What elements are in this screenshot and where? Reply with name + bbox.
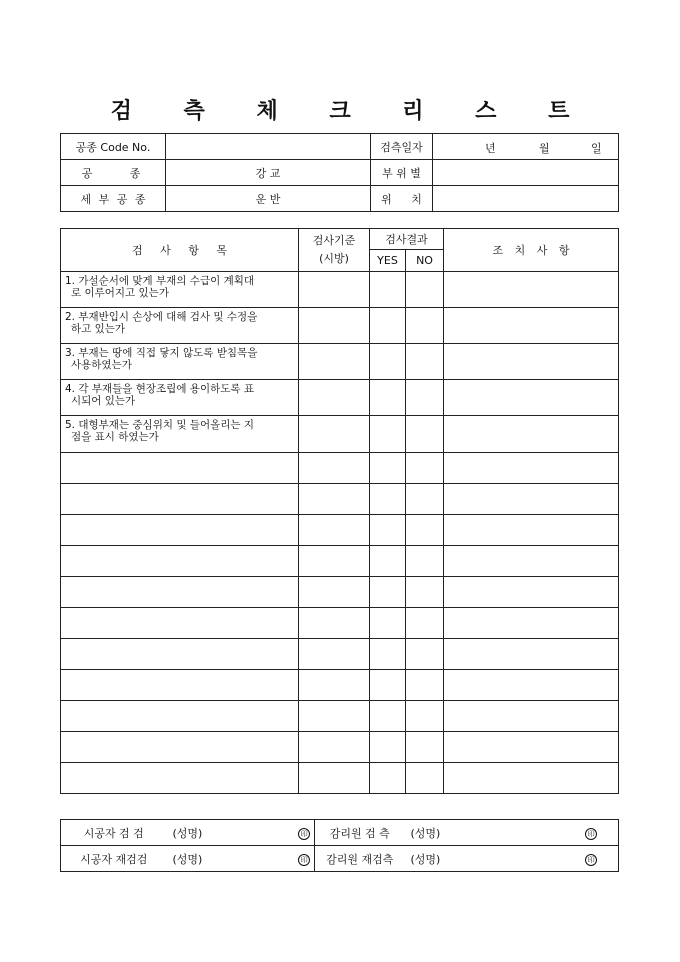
- col-yes-header: YES: [370, 250, 406, 272]
- item-cell: [61, 272, 299, 308]
- location-label-text: 위 치: [381, 192, 422, 206]
- seal-cell[interactable]: [565, 820, 619, 846]
- action-cell[interactable]: [444, 380, 619, 416]
- item-text-line1: 5. 대형부재는 중심위치 및 들어올리는 지: [65, 419, 254, 431]
- item-cell[interactable]: [61, 763, 299, 794]
- item-text-line1: 1. 가설순서에 맞게 부재의 수급이 계획대: [65, 275, 254, 287]
- empty-row: [61, 546, 619, 577]
- seal-cell[interactable]: [565, 846, 619, 872]
- col-no-header: NO: [406, 250, 444, 272]
- yes-cell[interactable]: [370, 732, 406, 763]
- item-cell[interactable]: [61, 732, 299, 763]
- standard-cell[interactable]: [299, 546, 370, 577]
- item-cell: [61, 308, 299, 344]
- no-cell[interactable]: [406, 272, 444, 308]
- col-item-header: [61, 229, 299, 272]
- inspection-items-table: [60, 228, 619, 794]
- no-cell[interactable]: [406, 546, 444, 577]
- inspection-date-label: 검측일자: [371, 134, 433, 160]
- item-cell: [61, 344, 299, 380]
- col-item-header-text: 검 사 항 목: [132, 244, 227, 257]
- item-text-line1: 4. 각 부재들을 현장조립에 용이하도록 표: [65, 383, 254, 395]
- name-placeholder: (성명): [410, 852, 441, 866]
- action-cell[interactable]: [444, 453, 619, 484]
- yes-cell[interactable]: [370, 453, 406, 484]
- table-row: [61, 380, 619, 416]
- item-text-line1: 2. 부재반입시 손상에 대해 검사 및 수정을: [65, 311, 258, 323]
- yes-cell[interactable]: [370, 272, 406, 308]
- item-cell: [61, 416, 299, 453]
- table-header-row-1: [61, 229, 619, 250]
- item-text-line2: 로 이루어지고 있는가: [71, 287, 169, 299]
- item-text-line2: 하고 있는가: [71, 323, 126, 335]
- signature-row: [61, 820, 619, 846]
- yes-cell[interactable]: [370, 416, 406, 453]
- header-row-detail: [61, 186, 619, 212]
- action-cell[interactable]: [444, 416, 619, 453]
- yes-cell[interactable]: [370, 344, 406, 380]
- empty-row: [61, 763, 619, 794]
- item-cell[interactable]: [61, 639, 299, 670]
- col-action-header-text: 조 치 사 항: [492, 244, 570, 257]
- action-cell[interactable]: [444, 639, 619, 670]
- no-cell[interactable]: [406, 484, 444, 515]
- no-cell[interactable]: [406, 308, 444, 344]
- part-value-field[interactable]: [433, 160, 619, 186]
- header-info-table: [60, 133, 619, 212]
- item-cell[interactable]: [61, 515, 299, 546]
- yes-cell[interactable]: [370, 763, 406, 794]
- no-cell[interactable]: [406, 344, 444, 380]
- standard-cell[interactable]: [299, 732, 370, 763]
- standard-cell[interactable]: [299, 416, 370, 453]
- no-cell[interactable]: [406, 701, 444, 732]
- detail-work-value[interactable]: 운 반: [166, 186, 371, 212]
- item-text-line1: 3. 부재는 땅에 직접 닿지 않도록 받침목을: [65, 347, 258, 359]
- item-cell[interactable]: [61, 701, 299, 732]
- table-row: [61, 308, 619, 344]
- yes-cell[interactable]: [370, 546, 406, 577]
- standard-cell[interactable]: [299, 272, 370, 308]
- no-cell[interactable]: [406, 763, 444, 794]
- standard-cell[interactable]: [299, 577, 370, 608]
- standard-cell[interactable]: [299, 453, 370, 484]
- yes-cell[interactable]: [370, 484, 406, 515]
- seal-icon: 印: [585, 854, 597, 866]
- empty-row: [61, 608, 619, 639]
- action-cell[interactable]: [444, 577, 619, 608]
- standard-cell[interactable]: [299, 639, 370, 670]
- no-cell[interactable]: [406, 515, 444, 546]
- yes-cell[interactable]: [370, 515, 406, 546]
- location-label: [371, 186, 433, 212]
- standard-cell[interactable]: [299, 380, 370, 416]
- header-row-code: [61, 134, 619, 160]
- yes-cell[interactable]: [370, 639, 406, 670]
- name-placeholder: (성명): [172, 852, 203, 866]
- seal-icon: 印: [298, 828, 310, 840]
- item-text-line2: 시되어 있는가: [71, 395, 136, 407]
- item-cell[interactable]: [61, 577, 299, 608]
- empty-row: [61, 577, 619, 608]
- action-cell[interactable]: [444, 272, 619, 308]
- action-cell[interactable]: [444, 515, 619, 546]
- standard-cell[interactable]: [299, 701, 370, 732]
- work-type-value[interactable]: 강 교: [166, 160, 371, 186]
- supervisor-name-field[interactable]: [405, 820, 565, 846]
- seal-icon: 印: [298, 854, 310, 866]
- action-cell[interactable]: [444, 670, 619, 701]
- item-cell[interactable]: [61, 453, 299, 484]
- name-placeholder: (성명): [410, 826, 441, 840]
- empty-row: [61, 484, 619, 515]
- action-cell[interactable]: [444, 308, 619, 344]
- standard-cell[interactable]: [299, 670, 370, 701]
- detail-work-label-text: 세 부 공 종: [80, 192, 146, 206]
- contractor-name-field[interactable]: [167, 846, 295, 872]
- empty-row: [61, 639, 619, 670]
- action-cell[interactable]: [444, 763, 619, 794]
- action-cell[interactable]: [444, 608, 619, 639]
- item-text-line2: 사용하였는가: [71, 359, 132, 371]
- no-cell[interactable]: [406, 639, 444, 670]
- standard-cell[interactable]: [299, 763, 370, 794]
- action-cell[interactable]: [444, 732, 619, 763]
- standard-cell[interactable]: [299, 344, 370, 380]
- no-cell[interactable]: [406, 577, 444, 608]
- item-cell: [61, 380, 299, 416]
- yes-cell[interactable]: [370, 670, 406, 701]
- standard-cell[interactable]: [299, 484, 370, 515]
- seal-cell[interactable]: [295, 820, 315, 846]
- contractor-reinspect-label: 시공자 재검검: [61, 846, 167, 872]
- no-cell[interactable]: [406, 608, 444, 639]
- action-cell[interactable]: [444, 484, 619, 515]
- seal-icon: 印: [585, 828, 597, 840]
- no-cell[interactable]: [406, 453, 444, 484]
- table-row: [61, 416, 619, 453]
- inspection-date-field[interactable]: [433, 134, 619, 160]
- col-standard-header: [299, 229, 370, 272]
- item-cell[interactable]: [61, 484, 299, 515]
- empty-row: [61, 515, 619, 546]
- action-cell[interactable]: [444, 344, 619, 380]
- date-day: 일: [591, 142, 602, 155]
- standard-cell[interactable]: [299, 608, 370, 639]
- signature-table: [60, 819, 619, 872]
- yes-cell[interactable]: [370, 380, 406, 416]
- item-text-line2: 점을 표시 하였는가: [71, 431, 159, 443]
- contractor-name-field[interactable]: [167, 820, 295, 846]
- work-type-label-text: 공 종: [81, 166, 145, 180]
- supervisor-name-field[interactable]: [405, 846, 565, 872]
- date-month: 월: [539, 142, 550, 155]
- empty-row: [61, 701, 619, 732]
- yes-cell[interactable]: [370, 608, 406, 639]
- no-cell[interactable]: [406, 732, 444, 763]
- code-label: 공종 Code No.: [61, 134, 166, 160]
- item-cell[interactable]: [61, 608, 299, 639]
- action-cell[interactable]: [444, 701, 619, 732]
- supervisor-inspect-label: 감리원 검 측: [315, 820, 405, 846]
- header-row-work-type: [61, 160, 619, 186]
- yes-cell[interactable]: [370, 308, 406, 344]
- signature-row: [61, 846, 619, 872]
- table-row: [61, 272, 619, 308]
- work-type-label: [61, 160, 166, 186]
- empty-row: [61, 670, 619, 701]
- date-year: 년: [485, 142, 496, 155]
- empty-row: [61, 732, 619, 763]
- contractor-inspect-label: 시공자 검 검: [61, 820, 167, 846]
- col-action-header: [444, 229, 619, 272]
- col-result-header: 검사결과: [370, 229, 444, 250]
- page-title: 검 측 체 크 리 스 트: [110, 98, 592, 124]
- standard-cell[interactable]: [299, 515, 370, 546]
- standard-cell[interactable]: [299, 308, 370, 344]
- no-cell[interactable]: [406, 670, 444, 701]
- item-cell[interactable]: [61, 546, 299, 577]
- part-label: 부 위 별: [371, 160, 433, 186]
- empty-row: [61, 453, 619, 484]
- seal-cell[interactable]: [295, 846, 315, 872]
- table-row: [61, 344, 619, 380]
- yes-cell[interactable]: [370, 701, 406, 732]
- code-value-field[interactable]: [166, 134, 371, 160]
- item-cell[interactable]: [61, 670, 299, 701]
- no-cell[interactable]: [406, 416, 444, 453]
- col-standard-sub: (시방): [319, 252, 349, 265]
- location-value-field[interactable]: [433, 186, 619, 212]
- detail-work-label: [61, 186, 166, 212]
- supervisor-reinspect-label: 감리원 재검측: [315, 846, 405, 872]
- yes-cell[interactable]: [370, 577, 406, 608]
- no-cell[interactable]: [406, 380, 444, 416]
- col-standard-label: 검사기준: [312, 234, 356, 247]
- action-cell[interactable]: [444, 546, 619, 577]
- name-placeholder: (성명): [172, 826, 203, 840]
